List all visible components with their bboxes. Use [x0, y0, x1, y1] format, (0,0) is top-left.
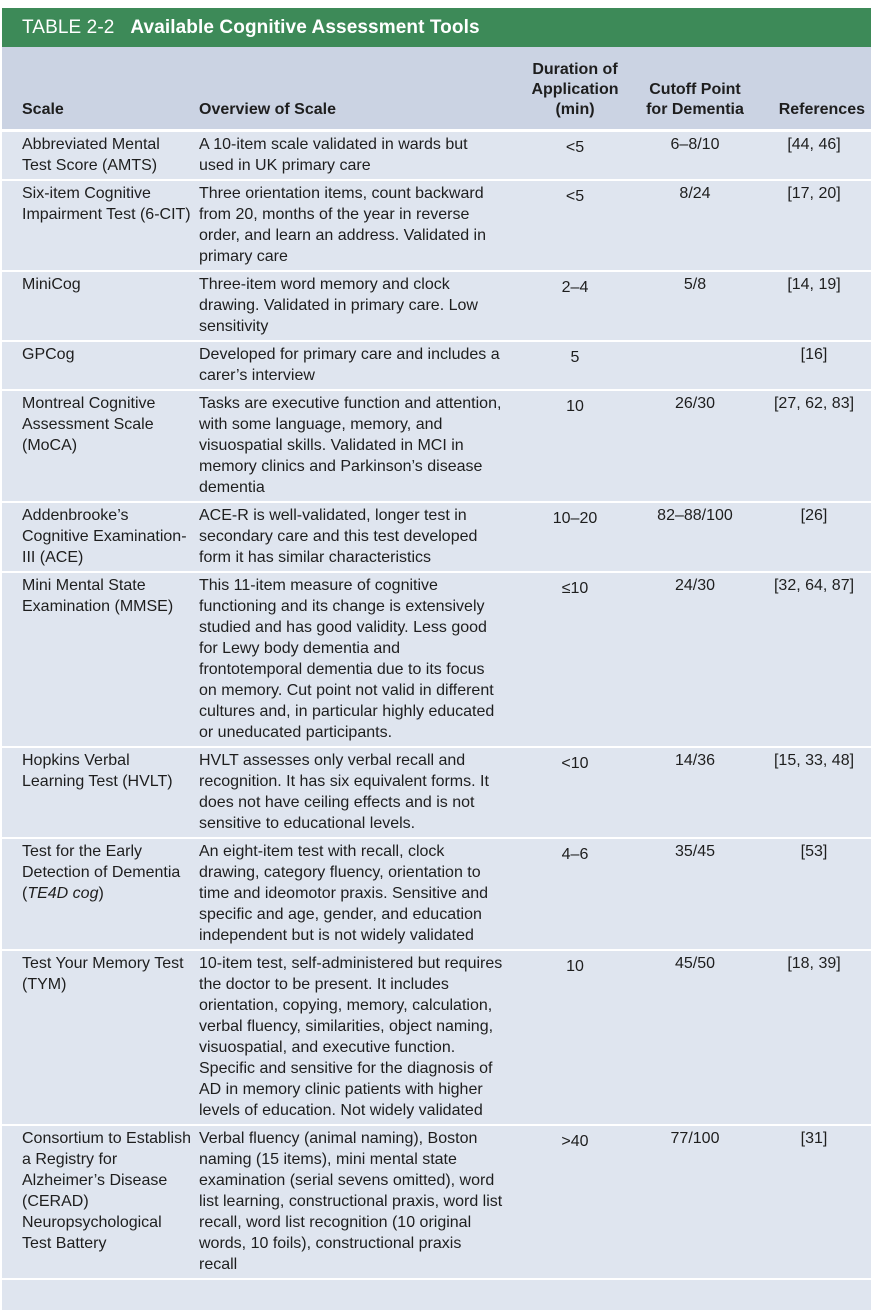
scale-cell: Consortium to Establish a Registry for Alzheimer’s Disease (CERAD) Neuropsychological Test Battery [22, 1130, 191, 1252]
scale-name: Test for the Early Detection of Dementia [22, 843, 181, 881]
scale-cell: Abbreviated Mental Test Score (AMTS) [22, 136, 160, 174]
cutoff-cell: 24/30 [674, 577, 716, 594]
overview-cell: 10-item test, self-administered but requires the doctor to be present. It includes orientation, copying, memory, calculation, verbal fluency, similarities, object naming, visuospatial, and executive function. Specific and sensitive for the diagnosis of AD in memory clinic patients with higher levels of education. Not widely validated [199, 955, 503, 1119]
cutoff-cell: 82–88/100 [657, 507, 733, 524]
references-cell: [53] [800, 843, 828, 860]
duration-cell: 10–20 [552, 510, 598, 527]
references-cell: [31] [800, 1130, 828, 1147]
cutoff-cell: 45/50 [674, 955, 716, 972]
overview-cell: ACE-R is well-validated, longer test in secondary care and this test developed form it has similar characteristics [199, 507, 478, 566]
duration-cell: 4–6 [561, 846, 589, 863]
duration-cell: 2–4 [561, 279, 589, 296]
scale-cell: GPCog [22, 346, 75, 363]
duration-cell: <5 [565, 139, 585, 156]
cutoff-cell [639, 341, 751, 390]
table-row [2, 502, 871, 572]
cutoff-cell: 77/100 [670, 1130, 720, 1147]
overview-cell: Tasks are executive function and attention, with some language, memory, and visuospatial skills. Validated in MCI in memory clinics and Parkinson’s disease dementia [199, 395, 502, 496]
table-row [2, 950, 871, 1125]
cutoff-cell: 35/45 [674, 843, 716, 860]
references-cell: [26] [800, 507, 828, 524]
overview-cell: Three orientation items, count backward from 20, months of the year in reverse order, and learn an address. Validated in primary care [199, 185, 487, 265]
table-row [2, 1125, 871, 1279]
table-row [2, 572, 871, 747]
table-row [2, 838, 871, 950]
cutoff-cell: 6–8/10 [670, 136, 720, 153]
header-overview: Overview of Scale [199, 101, 336, 118]
cutoff-cell: 5/8 [683, 276, 707, 293]
references-cell: [32, 64, 87] [773, 577, 855, 594]
table-caption: Available Cognitive Assessment Tools [130, 16, 480, 38]
references-cell: [15, 33, 48] [773, 752, 855, 769]
overview-cell: An eight-item test with recall, clock drawing, category fluency, orientation to time and ideomotor praxis. Sensitive and specific and age, gender, and education independent but is not widely validated [199, 843, 489, 944]
scale-cell: Montreal Cognitive Assessment Scale (MoCA) [22, 395, 156, 454]
table-row [2, 747, 871, 838]
references-cell: [17, 20] [787, 185, 841, 202]
table-row [2, 390, 871, 502]
overview-cell: Developed for primary care and includes a carer’s interview [199, 346, 500, 384]
scale-cell: Addenbrooke’s Cognitive Examination-III (ACE) [22, 507, 187, 566]
cutoff-cell: 26/30 [674, 395, 716, 412]
header-cutoff: Cutoff Point for Dementia [646, 81, 744, 118]
table-body [2, 131, 871, 1280]
scale-abbreviation: TE4D cog [27, 885, 99, 902]
scale-cell: Test for the Early Detection of Dementia (TE4D cog) [22, 843, 181, 902]
overview-cell: A 10-item scale validated in wards but used in UK primary care [199, 136, 468, 174]
table-row [2, 341, 871, 390]
duration-cell: 5 [570, 349, 580, 366]
table-row [2, 180, 871, 271]
references-cell: [18, 39] [787, 955, 841, 972]
references-cell: [44, 46] [787, 136, 841, 153]
table-title-bar [2, 8, 871, 47]
references-cell: [16] [800, 346, 828, 363]
duration-cell: ≤10 [561, 580, 589, 597]
overview-cell: Verbal fluency (animal naming), Boston naming (15 items), mini mental state examination (serial sevens omitted), word list learning, constructional praxis, word list recall, word list recognition (10 original words, 10 foils), constructional praxis recall [199, 1130, 503, 1273]
duration-cell: <5 [565, 188, 585, 205]
duration-cell: 10 [566, 398, 584, 415]
overview-cell: HVLT assesses only verbal recall and recognition. It has six equivalent forms. It does not have ceiling effects and is not sensitive to educational levels. [199, 752, 489, 832]
assessment-tools-table [2, 47, 871, 1280]
scale-cell: Mini Mental State Examination (MMSE) [22, 577, 174, 615]
duration-cell: <10 [561, 755, 589, 772]
cutoff-cell: 8/24 [679, 185, 711, 202]
duration-cell: 10 [566, 958, 584, 975]
references-cell: [27, 62, 83] [773, 395, 855, 412]
table-row [2, 131, 871, 181]
table-container [2, 47, 871, 1310]
table-header-row [2, 47, 871, 131]
table-label: TABLE 2-2 [22, 16, 115, 38]
overview-cell: This 11-item measure of cognitive functioning and its change is extensively studied and has good validity. Less good for Lewy body dementia and frontotemporal dementia due to its focus on memory. Cut point not valid in different cultures and, in particular highly educated or uneducated participants. [199, 577, 495, 741]
references-cell: [14, 19] [787, 276, 841, 293]
header-duration: Duration of Application (min) [531, 61, 619, 118]
overview-cell: Three-item word memory and clock drawing. Validated in primary care. Low sensitivity [199, 276, 478, 335]
scale-cell: Hopkins Verbal Learning Test (HVLT) [22, 752, 173, 790]
cutoff-cell: 14/36 [674, 752, 716, 769]
table-row [2, 271, 871, 341]
scale-cell: Test Your Memory Test (TYM) [22, 955, 184, 993]
header-scale: Scale [22, 101, 64, 118]
header-references: References [778, 101, 865, 118]
scale-cell: MiniCog [22, 276, 81, 293]
duration-cell: >40 [561, 1133, 589, 1150]
scale-cell: Six-item Cognitive Impairment Test (6-CIT) [22, 185, 191, 223]
